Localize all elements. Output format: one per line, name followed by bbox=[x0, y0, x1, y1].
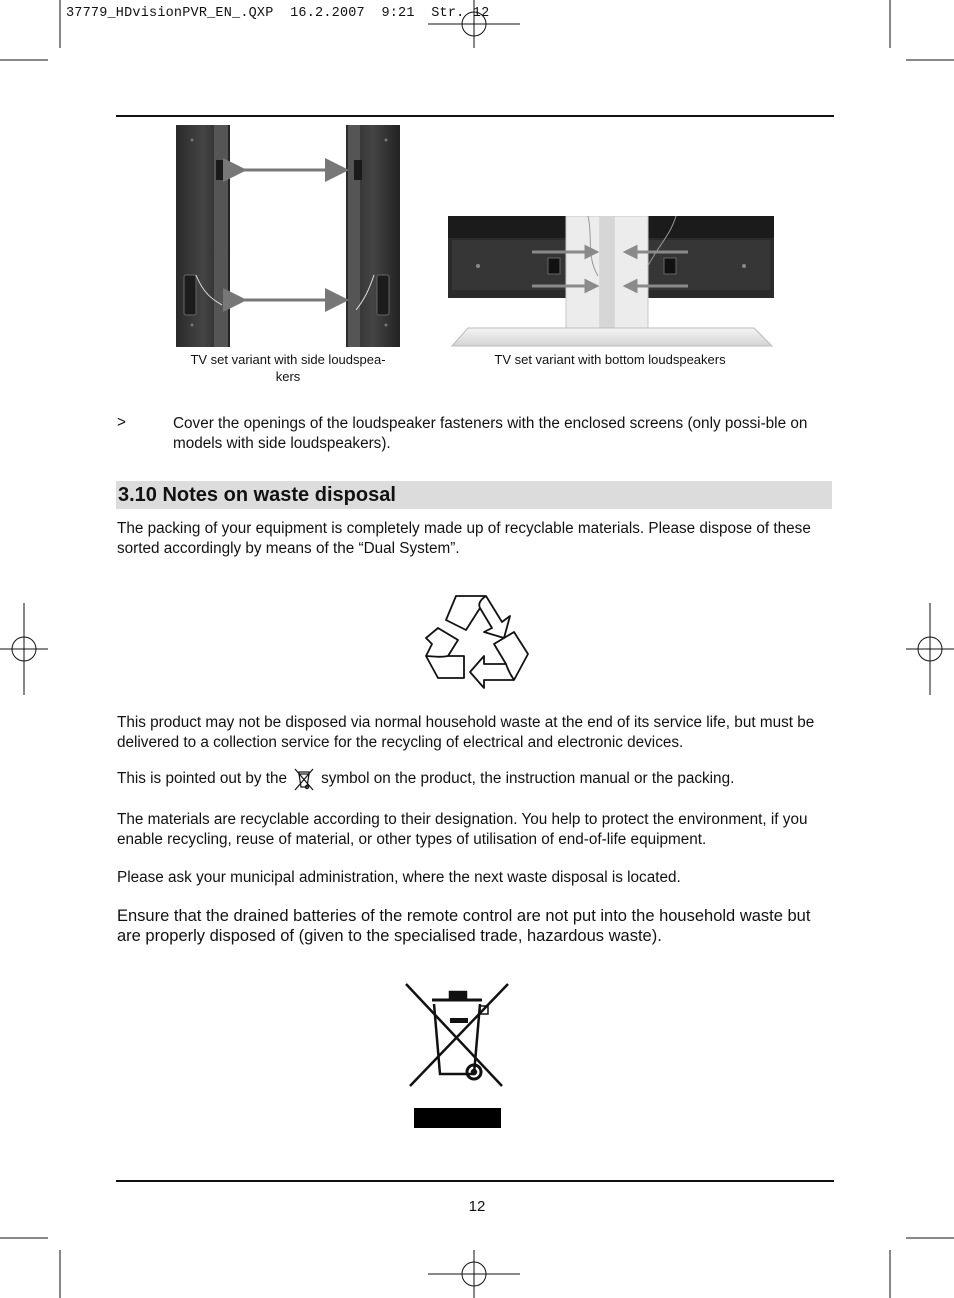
section-title: 3.10 Notes on waste disposal bbox=[118, 484, 396, 506]
caption-line: kers bbox=[275, 369, 301, 384]
bottom-loudspeaker-photo bbox=[448, 216, 774, 348]
bottom-loudspeaker-caption: TV set variant with bottom loudspeakers bbox=[494, 352, 726, 367]
symbol-sentence-end: symbol on the product, the instruction manual or the packing. bbox=[321, 770, 735, 787]
page-number: 12 bbox=[468, 1198, 486, 1215]
symbol-sentence-start: This is pointed out by the bbox=[117, 770, 288, 787]
instruction-text: Cover the openings of the loudspeaker fasteners with the enclosed screens (only possi-ble on models with side loudspeakers). bbox=[173, 415, 808, 452]
packing-paragraph: The packing of your equipment is completely made up of recyclable materials. Please dispose of these sorted accordingly by means of the “Dual System”. bbox=[117, 520, 811, 557]
recycle-icon bbox=[424, 588, 530, 690]
caption-line: TV set variant with side loudspea- bbox=[190, 352, 386, 367]
crossed-bin-icon bbox=[291, 766, 317, 792]
batteries-paragraph: Ensure that the drained batteries of the remote control are not put into the household waste but are properly disposed of (given to the specialised trade, hazardous waste). bbox=[117, 907, 811, 945]
symbol-sentence bbox=[117, 765, 833, 793]
side-loudspeaker-caption bbox=[172, 351, 404, 385]
bottom-rule bbox=[116, 1180, 834, 1182]
product-paragraph: This product may not be disposed via normal household waste at the end of its service life, but must be delivered to a collection service for the recycling of electrical and electronic devices. bbox=[117, 714, 815, 751]
instruction-marker: > bbox=[117, 414, 126, 431]
print-slug: 37779_HDvisionPVR_EN_.QXP 16.2.2007 9:21 Str. 12 bbox=[66, 6, 490, 21]
municipal-paragraph: Please ask your municipal administration, where the next waste disposal is located. bbox=[117, 869, 681, 886]
materials-paragraph: The materials are recyclable according to their designation. You help to protect the environment, if you enable recycling, reuse of material, or other types of utilisation of end-of-life equipment. bbox=[117, 811, 808, 848]
crossed-bin-icon bbox=[404, 982, 510, 1130]
side-loudspeaker-photo bbox=[174, 125, 402, 349]
top-rule bbox=[116, 115, 834, 117]
